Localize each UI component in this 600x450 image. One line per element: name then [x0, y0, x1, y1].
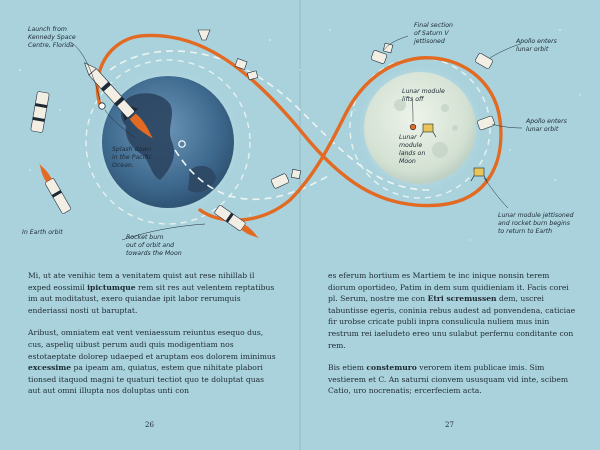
bold-term: constemuro [366, 363, 417, 373]
text-run: es eferum hortium es Martiem te inc inique nonsin terem diorum oportideo, Patim in dem sum quidieniam it. Facis corei pl. Serum, nostre me con [328, 271, 569, 304]
landing-marker [410, 124, 416, 130]
annotation-rocket-burn: Rocket burn out of orbit and towards the Moon [126, 234, 182, 257]
annotation-apollo-lunar-orbit: Apollo enters lunar orbit [516, 38, 557, 53]
text-run: pa ipeam am, quiatus, estem que nihitate plabori tionsed itaquod magni te quaturi tectiot quo te doluptat quas aut aut omni illupta nos doluptas unti con [28, 363, 265, 396]
bold-term: excessime [28, 363, 72, 373]
rocket-burn-craft [214, 205, 262, 243]
text-run: Mi, ut ate venihic tem a venitatem quist aut rese nihillab il exped eossimil [28, 271, 255, 292]
annotation-lunar-liftoff: Lunar module lifts off [402, 88, 445, 103]
page-number-right: 27 [445, 421, 454, 429]
annotation-launch: Launch from Kennedy Space Centre, Florida [28, 26, 76, 49]
right-paragraph-2 [328, 362, 578, 397]
annotation-lunar-jettison: Lunar module jettisoned and rocket burn begins to return to Earth [498, 212, 574, 235]
right-paragraph-1 [328, 270, 578, 351]
bold-term: Etri scremussen [427, 294, 497, 304]
annotation-apollo-enters: Apollo enters lunar orbit [526, 118, 567, 133]
rocket-stage-1 [31, 91, 50, 132]
left-paragraph-2 [28, 327, 278, 397]
text-run: Bis etiem [328, 363, 367, 373]
bold-term: ipictumque [87, 282, 136, 292]
text-run: verorem item publicae imis. Sim vestierem et C. An saturni cionvem ususquam vid inte, scibem Catio, uro nocrenatis; ercerfeciem acta. [328, 363, 569, 396]
annotation-lunar-lands: Lunar module lands on Moon [399, 134, 426, 165]
rocket-stage-2 [35, 161, 72, 214]
page-number-left: 26 [145, 421, 154, 429]
annotation-earth-orbit: In Earth orbit [22, 229, 63, 236]
right-page-text [328, 270, 578, 408]
launch-marker [99, 103, 105, 109]
left-paragraph-1 [28, 270, 278, 316]
annotation-splash-down: Splash down in the Pacific Ocean. [112, 146, 152, 169]
text-run: dem, uscrei tabuntisse egeris, coninia rebus audest ad ponvendena, caticiae fir urobse cricate publi inpra consulicula nuliem mus inin restrum rei iaeludeto ereo unu sulabut perfernu conditante con rem. [328, 294, 576, 350]
text-run: Aribust, omniatem eat vent veniaessum reiuntus esequo dus, cus, aspeliq uibust perum audi quis modigentiam nos estotaeptate dolorep udaeped et aruptam eos dolorem iminimus [28, 328, 276, 361]
annotation-final-section: Final section of Saturn V jettisoned [414, 22, 453, 45]
left-page-text [28, 270, 278, 408]
text-run: rem sit res aut velentem reptatibus im aut moditatust, exero quiandae ipit labor rerumquis enderiassi nosti ut baruptat. [28, 282, 275, 315]
